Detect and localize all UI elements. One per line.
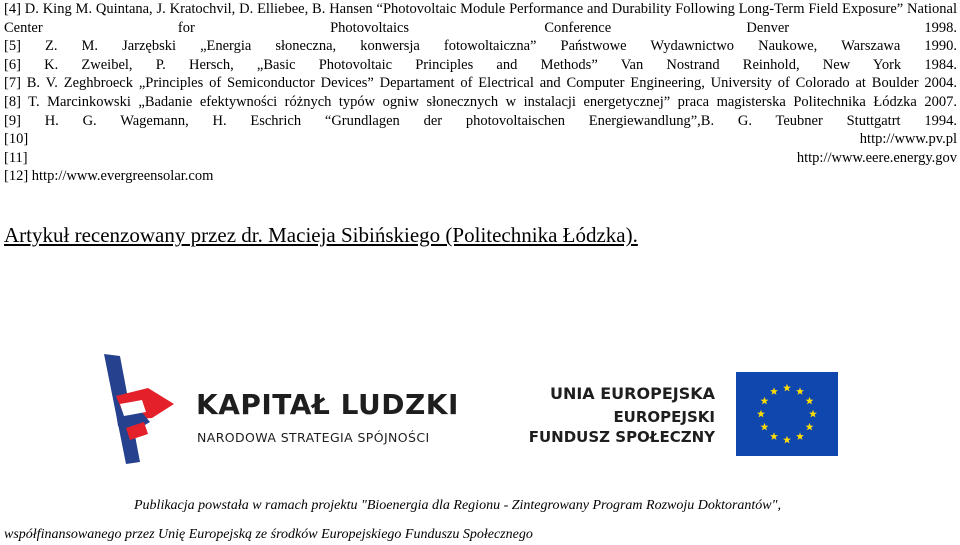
reference-7: [7] B. V. Zeghbroeck „Principles of Semiconductor Devices” Departament of Electrical and Computer Engineering, University of Colorado at Boulder 2004. (4, 75, 957, 92)
ue-line-3: FUNDUSZ SPOŁECZNY (528, 428, 715, 446)
ue-logo-text (528, 370, 715, 460)
reference-8: [8] T. Marcinkowski „Badanie efektywności różnych typów ogniw słonecznych w instalacji energetycznej” praca magisterska Politechnika Łódzka 2007. (4, 93, 957, 110)
reference-10-number: [10] (4, 131, 29, 148)
reference-9: [9] H. G. Wagemann, H. Eschrich “Grundlagen der photovoltaischen Energiewandlung”,B. G. Teubner Stuttgatrt 1994. (4, 112, 957, 129)
ue-line-2: EUROPEJSKI (613, 408, 715, 426)
reference-4: [4] D. King M. Quintana, J. Kratochvil, D. Elliebee, B. Hansen “Photovoltaic Module Performance and Durability Following Long-Term Field Exposure” National Center for Photovoltaics Conference Denver 1998. (4, 1, 957, 36)
reference-11-number: [11] (4, 149, 28, 166)
reference-11-link[interactable]: http://www.eere.energy.gov (796, 149, 957, 166)
reference-12: [12] http://www.evergreensolar.com (4, 168, 214, 185)
references-list (4, 0, 957, 186)
reference-10-link[interactable]: http://www.pv.pl (859, 131, 957, 148)
reference-5: [5] Z. M. Jarzębski „Energia słoneczna, konwersja fotowoltaiczna” Państwowe Wydawnictwo Naukowe, Warszawa 1990. (4, 38, 957, 55)
reviewer-note: Artykuł recenzowany przez dr. Macieja Sibińskiego (Politechnika Łódzka). (4, 223, 638, 247)
kapital-ludzki-title: KAPITAŁ LUDZKI (196, 388, 459, 421)
footer-line-2: współfinansowanego przez Unię Europejską ze środków Europejskiego Funduszu Społecznego (4, 527, 533, 542)
ue-line-1: UNIA EUROPEJSKA (549, 384, 715, 403)
footer-line-1: Publikacja powstała w ramach projektu "Bioenergia dla Regionu - Zintegrowany Program Rozwoju Doktorantów", (134, 498, 782, 513)
kapital-ludzki-subtitle: NARODOWA STRATEGIA SPÓJNOŚCI (197, 430, 430, 445)
reference-6: [6] K. Zweibel, P. Hersch, „Basic Photovoltaic Principles and Methods” Van Nostrand Reinhold, New York 1984. (4, 56, 957, 73)
reference-11 (4, 149, 957, 168)
kapital-ludzki-logo (96, 352, 486, 468)
kapital-ludzki-emblem-icon (96, 352, 186, 468)
eu-flag-icon (736, 372, 838, 456)
reference-10 (4, 130, 957, 149)
